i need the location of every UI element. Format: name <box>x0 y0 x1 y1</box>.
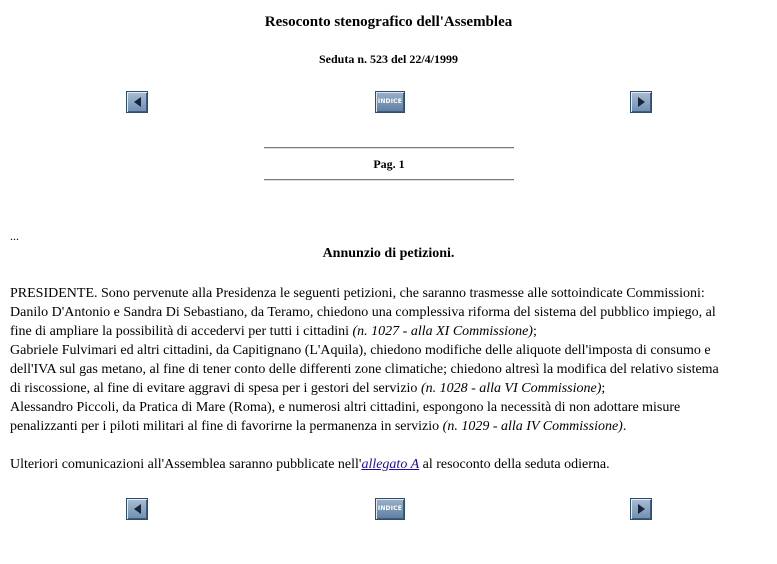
allegato-a-link[interactable]: allegato A <box>361 457 420 472</box>
text-line: Danilo D'Antonio e Sandra Di Sebastiano, da Teramo, chiedono una complessiva riforma del sistema del pubblico impiego, al <box>10 305 716 320</box>
index-button[interactable]: INDICE <box>375 91 405 113</box>
omission-marker: ... <box>10 229 19 243</box>
petitions-text <box>10 284 770 436</box>
arrow-left-icon <box>134 504 142 514</box>
text-line: Alessandro Piccoli, da Pratica di Mare (Roma), e numerosi altri cittadini, espongono la necessità di non adottare misure <box>10 400 681 415</box>
text-line: di riscossione, al fine di evitare aggravi di spesa per i gestori del servizio (n. 1028 - alla VI Commissione); <box>10 381 606 396</box>
next-page-button[interactable] <box>630 91 652 113</box>
session-label: Seduta n. 523 del 22/4/1999 <box>318 52 459 66</box>
text-line: Gabriele Fulvimari ed altri cittadini, da Capitignano (L'Aquila), chiedono modifiche delle aliquote dell'imposta di consumo e <box>10 343 711 358</box>
section-heading: Annunzio di petizioni. <box>322 246 455 261</box>
closing-paragraph: Ulteriori comunicazioni all'Assemblea saranno pubblicate nell'allegato A al resoconto della seduta odierna. <box>10 457 610 472</box>
text-line: penalizzanti per i piloti militari al fine di favorirne la permanenza in servizio (n. 1029 - alla IV Commissione). <box>10 419 627 434</box>
index-button-bottom[interactable]: INDICE <box>375 498 405 520</box>
page-number: Pag. 1 <box>373 157 405 171</box>
prev-page-button-bottom[interactable] <box>126 498 148 520</box>
top-divider <box>264 147 514 149</box>
next-page-button-bottom[interactable] <box>630 498 652 520</box>
petition-reference: (n. 1027 - alla XI Commissione) <box>352 324 533 339</box>
text-line: dell'IVA sul gas metano, al fine di tener conto delle differenti zone climatiche; chiedono altresì la modifica del relativo sistema <box>10 362 719 377</box>
arrow-right-icon <box>638 504 646 514</box>
petition-reference: (n. 1029 - alla IV Commissione) <box>442 419 623 434</box>
petition-reference: (n. 1028 - alla VI Commissione) <box>420 381 602 396</box>
prev-page-button[interactable] <box>126 91 148 113</box>
bottom-divider <box>264 179 514 181</box>
arrow-right-icon <box>638 97 646 107</box>
arrow-left-icon <box>134 97 142 107</box>
text-line: fine di ampliare la possibilità di accedervi per tutti i cittadini (n. 1027 - alla XI Commissione); <box>10 324 537 339</box>
document-title: Resoconto stenografico dell'Assemblea <box>264 14 513 30</box>
text-line: PRESIDENTE. Sono pervenute alla Presidenza le seguenti petizioni, che saranno trasmesse alle sottoindicate Commissioni: <box>10 286 705 301</box>
